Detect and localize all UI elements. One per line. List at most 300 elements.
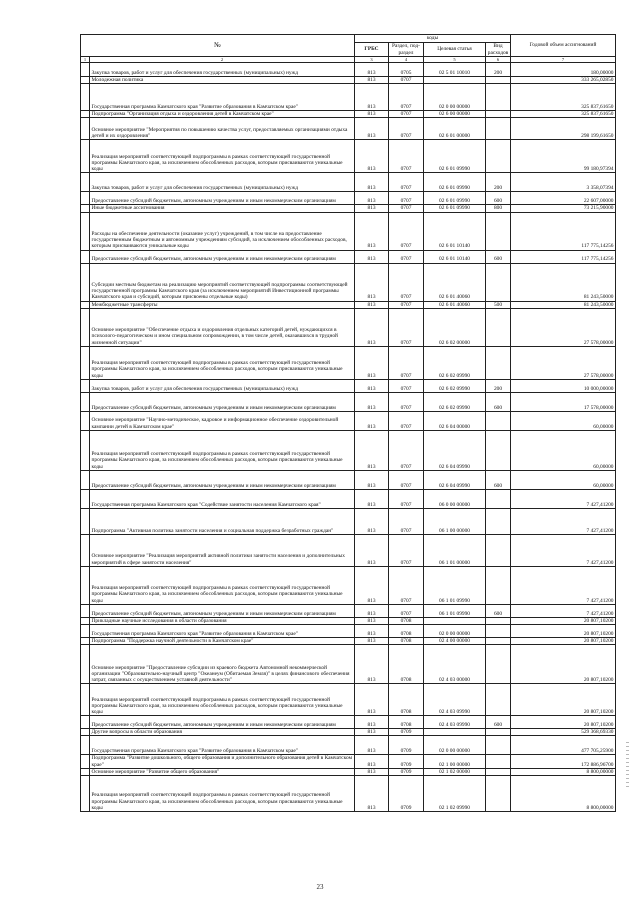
row-grbs-cell: 813 bbox=[355, 379, 389, 392]
row-sum-cell: 22 607,00000 bbox=[511, 192, 616, 205]
row-grbs-cell: 813 bbox=[355, 430, 389, 470]
row-number-cell bbox=[81, 411, 90, 430]
row-vr-cell bbox=[486, 308, 511, 346]
row-grbs-cell: 813 bbox=[355, 684, 389, 716]
row-grbs-cell: 813 bbox=[355, 566, 389, 604]
row-grbs-cell: 813 bbox=[355, 118, 389, 140]
row-name-cell: Реализация мероприятий соответствующей подпрограммы в рамках соответствующей государственной программы Камчатского края, за исключением обособленных расходов, которым присваиваются уникальные коды bbox=[90, 346, 355, 379]
row-sum-cell: 3 358,07394 bbox=[511, 173, 616, 192]
row-name-cell: Подпрограмма "Организация отдыха и оздоровления детей в Камчатском крае" bbox=[90, 111, 355, 118]
row-vr-cell: 600 bbox=[486, 604, 511, 617]
row-vr-cell bbox=[486, 534, 511, 566]
table-row bbox=[81, 736, 616, 755]
row-vr-cell: 600 bbox=[486, 716, 511, 729]
row-grbs-cell: 813 bbox=[355, 411, 389, 430]
row-razdel-cell: 0709 bbox=[389, 736, 424, 755]
row-vr-cell bbox=[486, 755, 511, 768]
row-csr-cell: 02 6 01 40060 bbox=[424, 301, 486, 308]
row-grbs-cell: 813 bbox=[355, 111, 389, 118]
row-sum-cell: 20 807,10200 bbox=[511, 684, 616, 716]
row-sum-cell: 325 837,61650 bbox=[511, 84, 616, 111]
row-csr-cell: 02 6 01 40060 bbox=[424, 263, 486, 301]
row-sum-cell: 117 775,14256 bbox=[511, 250, 616, 263]
row-grbs-cell: 813 bbox=[355, 638, 389, 645]
row-sum-cell: 10 000,00000 bbox=[511, 379, 616, 392]
row-razdel-cell: 0707 bbox=[389, 192, 424, 205]
row-razdel-cell: 0707 bbox=[389, 84, 424, 111]
row-name-cell: Предоставление субсидий бюджетным, автономным учреждениям и иным некоммерческим организациям bbox=[90, 250, 355, 263]
row-vr-cell bbox=[486, 118, 511, 140]
row-number-cell bbox=[81, 301, 90, 308]
row-grbs-cell: 813 bbox=[355, 173, 389, 192]
row-name-cell: Государственная программа Камчатского края "Развитие образования в Камчатском крае" bbox=[90, 736, 355, 755]
row-number-cell bbox=[81, 430, 90, 470]
row-name-cell: Государственная программа Камчатского края "Развитие образования в Камчатском крае" bbox=[90, 84, 355, 111]
row-grbs-cell: 813 bbox=[355, 645, 389, 684]
row-csr-cell: 02 6 02 09990 bbox=[424, 379, 486, 392]
row-name-cell: Субсидии местным бюджетам на реализацию мероприятий соответствующей подпрограммы соответствующей государственной программы Камчатского края (за исключением мероприятий Инвестиционной программы Камчатского края и субсидий, которым присвоены отдельные коды) bbox=[90, 263, 355, 301]
table-row bbox=[81, 755, 616, 768]
table-row bbox=[81, 263, 616, 301]
row-number-cell bbox=[81, 308, 90, 346]
row-name-cell: Основное мероприятие "Научно-методическое, кадровое и информационное обеспечение оздоровительной кампании детей в Камчатском крае" bbox=[90, 411, 355, 430]
row-vr-cell: 200 bbox=[486, 379, 511, 392]
row-csr-cell: 02 6 04 00000 bbox=[424, 411, 486, 430]
row-number-cell bbox=[81, 489, 90, 508]
row-grbs-cell: 813 bbox=[355, 489, 389, 508]
row-razdel-cell: 0707 bbox=[389, 346, 424, 379]
row-vr-cell bbox=[486, 430, 511, 470]
row-csr-cell: 02 5 01 10010 bbox=[424, 63, 486, 77]
row-sum-cell: 325 837,61650 bbox=[511, 111, 616, 118]
table-row bbox=[81, 63, 616, 77]
row-vr-cell bbox=[486, 736, 511, 755]
row-sum-cell: 477 705,25900 bbox=[511, 736, 616, 755]
row-name-cell: Прикладные научные исследования в области образования bbox=[90, 617, 355, 624]
row-vr-cell bbox=[486, 140, 511, 173]
row-razdel-cell: 0707 bbox=[389, 308, 424, 346]
row-number-cell bbox=[81, 77, 90, 84]
row-vr-cell bbox=[486, 212, 511, 250]
row-vr-cell: 500 bbox=[486, 301, 511, 308]
row-csr-cell: 06 1 01 09990 bbox=[424, 566, 486, 604]
row-razdel-cell: 0707 bbox=[389, 140, 424, 173]
row-razdel-cell: 0707 bbox=[389, 534, 424, 566]
row-name-cell: Подпрограмма "Развитие дошкольного, общего образования и дополнительного образования детей в Камчатском крае" bbox=[90, 755, 355, 768]
row-name-cell: Предоставление субсидий бюджетным, автономным учреждениям и иным некоммерческим организациям bbox=[90, 192, 355, 205]
margin-marks bbox=[626, 742, 630, 842]
row-grbs-cell: 813 bbox=[355, 308, 389, 346]
row-razdel-cell: 0707 bbox=[389, 470, 424, 489]
table-row bbox=[81, 716, 616, 729]
table-row bbox=[81, 250, 616, 263]
row-name-cell: Основное мероприятие "Обеспечение отдыха и оздоровления отдельных категорий детей, нуждающихся в психолого-педагогическом и ином специальном сопровождении, в том числе детей, оказавшихся в трудной жизненной ситуации" bbox=[90, 308, 355, 346]
row-csr-cell: 02 6 02 00000 bbox=[424, 308, 486, 346]
row-number-cell bbox=[81, 736, 90, 755]
row-razdel-cell: 0707 bbox=[389, 111, 424, 118]
row-csr-cell bbox=[424, 77, 486, 84]
row-razdel-cell: 0708 bbox=[389, 638, 424, 645]
row-csr-cell: 02 6 02 09990 bbox=[424, 392, 486, 411]
row-vr-cell bbox=[486, 111, 511, 118]
table-row bbox=[81, 118, 616, 140]
row-grbs-cell: 813 bbox=[355, 508, 389, 534]
row-vr-cell: 600 bbox=[486, 250, 511, 263]
header-codes: коды bbox=[355, 35, 511, 43]
row-name-cell: Реализация мероприятий соответствующей подпрограммы в рамках соответствующей государственной программы Камчатского края, за исключением обособленных расходов, которым присваиваются уникальные коды bbox=[90, 430, 355, 470]
row-grbs-cell: 813 bbox=[355, 140, 389, 173]
row-sum-cell: 7 427,41200 bbox=[511, 566, 616, 604]
row-number-cell bbox=[81, 617, 90, 624]
row-vr-cell bbox=[486, 617, 511, 624]
table-row bbox=[81, 617, 616, 624]
row-name-cell: Предоставление субсидий бюджетным, автономным учреждениям и иным некоммерческим организациям bbox=[90, 716, 355, 729]
table-row bbox=[81, 776, 616, 812]
row-number-cell bbox=[81, 768, 90, 775]
row-number-cell bbox=[81, 684, 90, 716]
row-sum-cell: 8 800,00000 bbox=[511, 776, 616, 812]
budget-table bbox=[80, 34, 616, 812]
row-csr-cell: 02 1 00 00000 bbox=[424, 755, 486, 768]
row-razdel-cell: 0708 bbox=[389, 645, 424, 684]
row-number-cell bbox=[81, 379, 90, 392]
row-name-cell: Реализация мероприятий соответствующей подпрограммы в рамках соответствующей государственной программы Камчатского края, за исключением обособленных расходов, которым присваиваются уникальные коды bbox=[90, 776, 355, 812]
index-cell: 7 bbox=[511, 57, 616, 63]
row-vr-cell bbox=[486, 411, 511, 430]
row-razdel-cell: 0709 bbox=[389, 776, 424, 812]
row-csr-cell: 02 4 03 09990 bbox=[424, 716, 486, 729]
row-vr-cell bbox=[486, 566, 511, 604]
row-grbs-cell: 813 bbox=[355, 63, 389, 77]
row-number-cell bbox=[81, 470, 90, 489]
row-csr-cell: 02 6 01 10140 bbox=[424, 212, 486, 250]
table-row bbox=[81, 625, 616, 638]
row-csr-cell: 02 6 01 09990 bbox=[424, 140, 486, 173]
row-sum-cell: 27 578,00000 bbox=[511, 346, 616, 379]
row-grbs-cell: 813 bbox=[355, 534, 389, 566]
row-vr-cell bbox=[486, 508, 511, 534]
row-razdel-cell: 0707 bbox=[389, 489, 424, 508]
row-csr-cell: 06 1 00 00000 bbox=[424, 508, 486, 534]
row-vr-cell: 800 bbox=[486, 205, 511, 212]
row-grbs-cell: 813 bbox=[355, 755, 389, 768]
row-grbs-cell: 813 bbox=[355, 716, 389, 729]
row-name-cell: Закупка товаров, работ и услуг для обеспечения государственных (муниципальных) нужд bbox=[90, 63, 355, 77]
row-number-cell bbox=[81, 250, 90, 263]
row-number-cell bbox=[81, 604, 90, 617]
table-row bbox=[81, 84, 616, 111]
row-name-cell: Предоставление субсидий бюджетным, автономным учреждениям и иным некоммерческим организациям bbox=[90, 470, 355, 489]
table-row bbox=[81, 77, 616, 84]
row-name-cell: Другие вопросы в области образования bbox=[90, 729, 355, 736]
row-csr-cell: 02 0 00 00000 bbox=[424, 625, 486, 638]
row-sum-cell: 7 427,41200 bbox=[511, 489, 616, 508]
row-number-cell bbox=[81, 729, 90, 736]
row-csr-cell: 02 4 03 09990 bbox=[424, 684, 486, 716]
row-sum-cell: 60,00000 bbox=[511, 430, 616, 470]
row-name-cell: Государственная программа Камчатского края "Развитие образования в Камчатском крае" bbox=[90, 625, 355, 638]
row-csr-cell: 02 1 02 00000 bbox=[424, 768, 486, 775]
table-row bbox=[81, 173, 616, 192]
row-name-cell: Подпрограмма "Активная политика занятости населения и социальная поддержка безработных граждан" bbox=[90, 508, 355, 534]
row-number-cell bbox=[81, 392, 90, 411]
table-row bbox=[81, 392, 616, 411]
row-razdel-cell: 0707 bbox=[389, 118, 424, 140]
row-name-cell: Основное мероприятие "Мероприятия по повышению качества услуг, предоставляемых организациями отдыха детей и их оздоровления" bbox=[90, 118, 355, 140]
row-vr-cell bbox=[486, 776, 511, 812]
row-razdel-cell: 0708 bbox=[389, 617, 424, 624]
row-vr-cell bbox=[486, 263, 511, 301]
table-row bbox=[81, 638, 616, 645]
row-grbs-cell: 813 bbox=[355, 736, 389, 755]
header-number: № bbox=[81, 35, 355, 57]
row-csr-cell: 02 4 00 00000 bbox=[424, 638, 486, 645]
row-sum-cell: 20 807,10200 bbox=[511, 645, 616, 684]
row-number-cell bbox=[81, 776, 90, 812]
row-csr-cell: 06 1 01 09990 bbox=[424, 604, 486, 617]
row-csr-cell: 02 4 03 00000 bbox=[424, 645, 486, 684]
row-name-cell: Предоставление субсидий бюджетным, автономным учреждениям и иным некоммерческим организациям bbox=[90, 392, 355, 411]
row-grbs-cell: 813 bbox=[355, 604, 389, 617]
table-row bbox=[81, 379, 616, 392]
row-grbs-cell: 813 bbox=[355, 263, 389, 301]
row-razdel-cell: 0707 bbox=[389, 379, 424, 392]
row-razdel-cell: 0707 bbox=[389, 263, 424, 301]
row-grbs-cell: 813 bbox=[355, 301, 389, 308]
row-vr-cell bbox=[486, 625, 511, 638]
row-csr-cell bbox=[424, 729, 486, 736]
row-vr-cell bbox=[486, 77, 511, 84]
row-vr-cell: 200 bbox=[486, 173, 511, 192]
row-number-cell bbox=[81, 84, 90, 111]
row-csr-cell: 06 0 00 00000 bbox=[424, 489, 486, 508]
row-csr-cell: 02 0 00 00000 bbox=[424, 84, 486, 111]
row-csr-cell: 02 6 00 00000 bbox=[424, 111, 486, 118]
row-sum-cell: 73 215,90000 bbox=[511, 205, 616, 212]
table-row bbox=[81, 604, 616, 617]
table-row bbox=[81, 308, 616, 346]
row-number-cell bbox=[81, 346, 90, 379]
header-razdel: Раздел, под-раздел bbox=[389, 43, 424, 57]
row-number-cell bbox=[81, 140, 90, 173]
row-sum-cell: 180,00000 bbox=[511, 63, 616, 77]
row-sum-cell: 20 807,10200 bbox=[511, 716, 616, 729]
row-vr-cell bbox=[486, 638, 511, 645]
row-razdel-cell: 0708 bbox=[389, 716, 424, 729]
row-vr-cell bbox=[486, 84, 511, 111]
row-razdel-cell: 0707 bbox=[389, 430, 424, 470]
row-grbs-cell: 813 bbox=[355, 250, 389, 263]
row-name-cell: Закупка товаров, работ и услуг для обеспечения государственных (муниципальных) нужд bbox=[90, 173, 355, 192]
row-number-cell bbox=[81, 508, 90, 534]
row-name-cell: Реализация мероприятий соответствующей подпрограммы в рамках соответствующей государственной программы Камчатского края, за исключением обособленных расходов, которым присваиваются уникальные коды bbox=[90, 140, 355, 173]
table-row bbox=[81, 301, 616, 308]
row-grbs-cell: 813 bbox=[355, 625, 389, 638]
index-cell: 3 bbox=[355, 57, 389, 63]
row-vr-cell: 200 bbox=[486, 63, 511, 77]
row-sum-cell: 17 578,00000 bbox=[511, 392, 616, 411]
row-grbs-cell: 813 bbox=[355, 205, 389, 212]
row-grbs-cell: 813 bbox=[355, 776, 389, 812]
row-number-cell bbox=[81, 212, 90, 250]
header-vr: Вид расходов bbox=[486, 43, 511, 57]
index-cell: 4 bbox=[389, 57, 424, 63]
row-number-cell bbox=[81, 192, 90, 205]
row-number-cell bbox=[81, 111, 90, 118]
row-sum-cell: 20 807,10200 bbox=[511, 617, 616, 624]
table-row bbox=[81, 489, 616, 508]
row-number-cell bbox=[81, 638, 90, 645]
row-csr-cell: 02 6 04 09990 bbox=[424, 430, 486, 470]
row-name-cell: Основное мероприятие "Развитие общего образования" bbox=[90, 768, 355, 775]
row-vr-cell bbox=[486, 768, 511, 775]
row-name-cell: Межбюджетные трансферты bbox=[90, 301, 355, 308]
index-cell: 5 bbox=[424, 57, 486, 63]
row-name-cell: Основное мероприятие "Реализация мероприятий активной политики занятости населения и дополнительных мероприятий в сфере занятости населения" bbox=[90, 534, 355, 566]
row-grbs-cell: 813 bbox=[355, 77, 389, 84]
row-razdel-cell: 0709 bbox=[389, 768, 424, 775]
row-name-cell: Подпрограмма "Поддержка научной деятельности в Камчатском крае" bbox=[90, 638, 355, 645]
header-grbs: ГРБС bbox=[355, 43, 389, 57]
row-razdel-cell: 0707 bbox=[389, 392, 424, 411]
row-number-cell bbox=[81, 625, 90, 638]
table-row bbox=[81, 508, 616, 534]
table-row bbox=[81, 534, 616, 566]
row-grbs-cell: 813 bbox=[355, 729, 389, 736]
row-sum-cell: 8 800,00000 bbox=[511, 768, 616, 775]
row-grbs-cell: 813 bbox=[355, 346, 389, 379]
index-cell: 2 bbox=[90, 57, 355, 63]
row-razdel-cell: 0708 bbox=[389, 625, 424, 638]
header-total: Годовой объем ассигнований bbox=[511, 35, 616, 57]
table-body bbox=[81, 63, 616, 812]
table-row bbox=[81, 411, 616, 430]
row-csr-cell: 02 6 01 09990 bbox=[424, 205, 486, 212]
row-razdel-cell: 0705 bbox=[389, 63, 424, 77]
table-row bbox=[81, 430, 616, 470]
row-razdel-cell: 0707 bbox=[389, 604, 424, 617]
row-csr-cell: 02 6 01 09990 bbox=[424, 173, 486, 192]
row-sum-cell: 7 427,41200 bbox=[511, 604, 616, 617]
row-sum-cell: 117 775,14256 bbox=[511, 212, 616, 250]
row-razdel-cell: 0707 bbox=[389, 77, 424, 84]
row-razdel-cell: 0707 bbox=[389, 250, 424, 263]
row-csr-cell: 06 1 01 00000 bbox=[424, 534, 486, 566]
table-row bbox=[81, 566, 616, 604]
row-grbs-cell: 813 bbox=[355, 768, 389, 775]
row-razdel-cell: 0707 bbox=[389, 566, 424, 604]
row-vr-cell: 600 bbox=[486, 392, 511, 411]
row-csr-cell: 02 6 01 00000 bbox=[424, 118, 486, 140]
row-vr-cell: 600 bbox=[486, 192, 511, 205]
row-name-cell: Реализация мероприятий соответствующей подпрограммы в рамках соответствующей государственной программы Камчатского края, за исключением обособленных расходов, которым присваиваются уникальные коды bbox=[90, 684, 355, 716]
table-row bbox=[81, 768, 616, 775]
page-number: 23 bbox=[316, 883, 324, 891]
row-csr-cell: 02 6 04 09990 bbox=[424, 470, 486, 489]
row-sum-cell: 172 886,96700 bbox=[511, 755, 616, 768]
index-cell: 1 bbox=[81, 57, 90, 63]
row-razdel-cell: 0707 bbox=[389, 301, 424, 308]
row-vr-cell bbox=[486, 645, 511, 684]
table-row bbox=[81, 470, 616, 489]
row-vr-cell bbox=[486, 489, 511, 508]
row-sum-cell: 20 807,10200 bbox=[511, 625, 616, 638]
row-grbs-cell: 813 bbox=[355, 212, 389, 250]
row-razdel-cell: 0707 bbox=[389, 411, 424, 430]
row-csr-cell bbox=[424, 617, 486, 624]
row-razdel-cell: 0707 bbox=[389, 173, 424, 192]
header-csr: Целевая статья bbox=[424, 43, 486, 57]
row-grbs-cell: 813 bbox=[355, 392, 389, 411]
row-name-cell: Государственная программа Камчатского края "Содействие занятости населения Камчатского края" bbox=[90, 489, 355, 508]
row-number-cell bbox=[81, 118, 90, 140]
row-number-cell bbox=[81, 566, 90, 604]
row-number-cell bbox=[81, 716, 90, 729]
row-csr-cell: 02 1 02 09990 bbox=[424, 776, 486, 812]
row-csr-cell: 02 6 01 09990 bbox=[424, 192, 486, 205]
table-row bbox=[81, 192, 616, 205]
row-grbs-cell: 813 bbox=[355, 617, 389, 624]
row-number-cell bbox=[81, 534, 90, 566]
row-sum-cell: 333 265,02850 bbox=[511, 77, 616, 84]
row-name-cell: Реализация мероприятий соответствующей подпрограммы в рамках соответствующей государственной программы Камчатского края, за исключением обособленных расходов, которым присваиваются уникальные коды bbox=[90, 566, 355, 604]
row-vr-cell bbox=[486, 729, 511, 736]
row-sum-cell: 81 243,50000 bbox=[511, 301, 616, 308]
row-number-cell bbox=[81, 63, 90, 77]
row-sum-cell: 20 807,10200 bbox=[511, 638, 616, 645]
row-vr-cell bbox=[486, 346, 511, 379]
row-sum-cell: 81 243,50000 bbox=[511, 263, 616, 301]
row-vr-cell: 600 bbox=[486, 470, 511, 489]
row-name-cell: Иные бюджетные ассигнования bbox=[90, 205, 355, 212]
row-csr-cell: 02 0 00 00000 bbox=[424, 736, 486, 755]
row-sum-cell: 529 368,69330 bbox=[511, 729, 616, 736]
row-sum-cell: 7 427,41200 bbox=[511, 508, 616, 534]
row-sum-cell: 60,00000 bbox=[511, 470, 616, 489]
table-row bbox=[81, 684, 616, 716]
row-number-cell bbox=[81, 173, 90, 192]
row-name-cell: Предоставление субсидий бюджетным, автономным учреждениям и иным некоммерческим организациям bbox=[90, 604, 355, 617]
row-sum-cell: 27 578,00000 bbox=[511, 308, 616, 346]
row-name-cell: Закупка товаров, работ и услуг для обеспечения государственных (муниципальных) нужд bbox=[90, 379, 355, 392]
row-razdel-cell: 0707 bbox=[389, 508, 424, 534]
row-vr-cell bbox=[486, 684, 511, 716]
row-csr-cell: 02 6 01 10140 bbox=[424, 250, 486, 263]
table-row bbox=[81, 111, 616, 118]
row-grbs-cell: 813 bbox=[355, 192, 389, 205]
row-razdel-cell: 0707 bbox=[389, 205, 424, 212]
table-row bbox=[81, 346, 616, 379]
row-number-cell bbox=[81, 205, 90, 212]
row-number-cell bbox=[81, 645, 90, 684]
row-name-cell: Основное мероприятие "Предоставление субсидии из краевого бюджета Автономной некоммерческой организации "Образовательно-научный центр "Океанеум (Обитаемая Земля)" в целях финансового обеспечения затрат, связанных с осуществлением уставной деятельности" bbox=[90, 645, 355, 684]
index-cell: 6 bbox=[486, 57, 511, 63]
row-grbs-cell: 813 bbox=[355, 84, 389, 111]
row-sum-cell: 298 199,61650 bbox=[511, 118, 616, 140]
row-razdel-cell: 0709 bbox=[389, 729, 424, 736]
row-sum-cell: 7 427,41200 bbox=[511, 534, 616, 566]
row-razdel-cell: 0707 bbox=[389, 212, 424, 250]
table-row bbox=[81, 212, 616, 250]
row-grbs-cell: 813 bbox=[355, 470, 389, 489]
row-sum-cell: 99 180,97394 bbox=[511, 140, 616, 173]
row-name-cell: Расходы на обеспечение деятельности (оказание услуг) учреждений, в том числе на предоставление государственным бюджетным и автономным учреждениям субсидий, за исключением обособленных расходов, которым присваиваются уникальные коды bbox=[90, 212, 355, 250]
table-row bbox=[81, 729, 616, 736]
row-number-cell bbox=[81, 263, 90, 301]
row-csr-cell: 02 6 02 09990 bbox=[424, 346, 486, 379]
row-razdel-cell: 0708 bbox=[389, 684, 424, 716]
table-row bbox=[81, 205, 616, 212]
